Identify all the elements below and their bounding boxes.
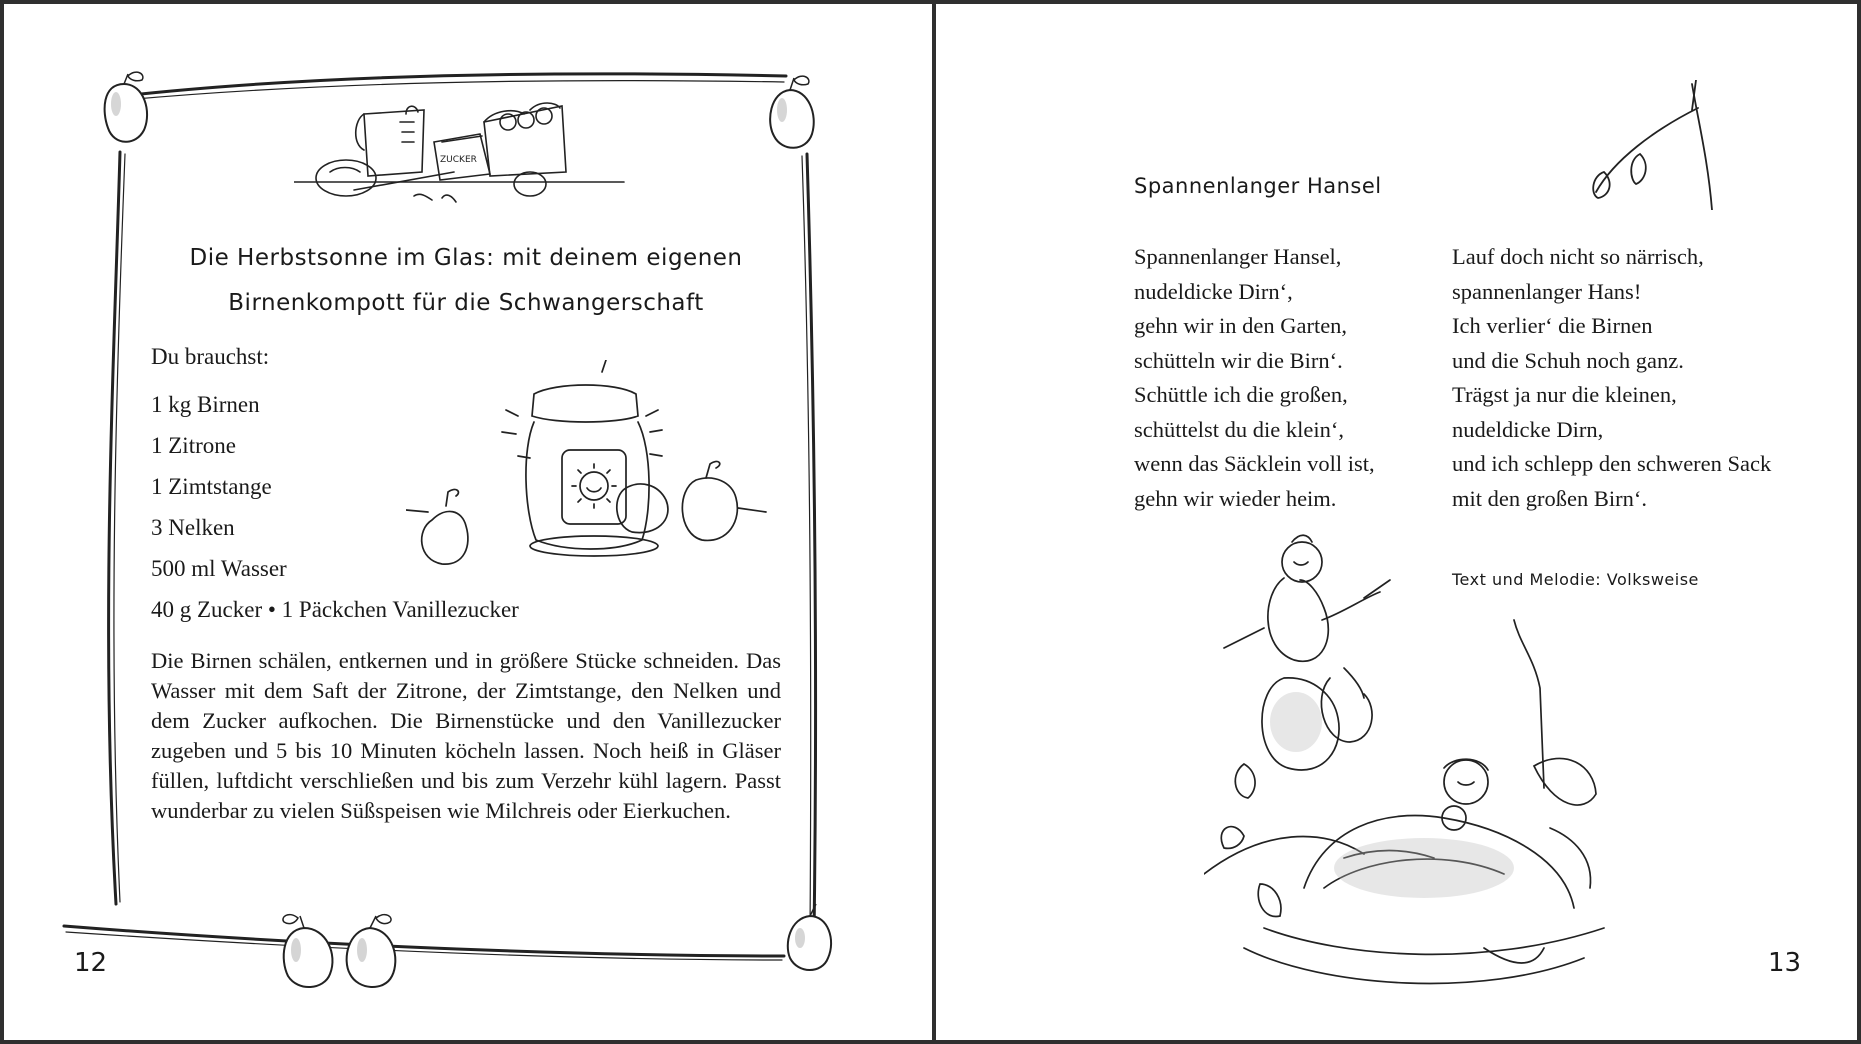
ingredient-item: 1 Zitrone <box>151 433 236 458</box>
page-number: 13 <box>1768 948 1802 978</box>
lyric-line: spannenlanger Hans! <box>1452 278 1642 304</box>
song-credit: Text und Melodie: Volksweise <box>1452 570 1699 589</box>
book-spread <box>4 4 1857 1040</box>
lyric-line: nudeldicke Dirn‘, <box>1134 278 1293 304</box>
kitchen-ingredients-illustration <box>294 100 634 220</box>
left-page <box>4 4 932 1040</box>
lyric-line: schütteln wir die Birn‘. <box>1134 347 1343 373</box>
zucker-label: ZUCKER <box>440 155 477 165</box>
recipe-title-line1: Die Herbstsonne im Glas: mit deinem eigenen <box>189 245 743 271</box>
lyric-line: Schüttle ich die großen, <box>1134 382 1348 407</box>
right-page <box>936 4 1857 1040</box>
recipe-instructions: Die Birnen schälen, entkernen und in größere Stücke schneiden. Das Wasser mit dem Saft der Zitrone, der Zimtstange, den Nelken und dem Zucker aufkochen. Die Birnenstücke und den Vanillezucker zugeben und 5 bis 10 Minuten köcheln lassen. Noch heiß in Gläser füllen, luftdicht verschließen und bis zum Verzehr kühl lagern. Passt wunderbar zu vielen Süßspeisen wie Milchreis oder Eierkuchen. <box>151 648 781 823</box>
lyric-line: und die Schuh noch ganz. <box>1452 347 1684 373</box>
song-title: Spannenlanger Hansel <box>1134 174 1382 198</box>
recipe-title <box>154 236 778 326</box>
lyric-line: schüttelst du die klein‘, <box>1134 416 1344 442</box>
branch-illustration <box>1574 80 1714 210</box>
page-number: 12 <box>74 948 108 978</box>
ingredient-item: 1 Zimtstange <box>151 474 272 499</box>
ingredient-item: 500 ml Wasser <box>151 556 287 581</box>
ingredient-item: 1 kg Birnen <box>151 392 260 417</box>
lyric-line: Spannenlanger Hansel, <box>1134 244 1342 269</box>
ingredient-item: 3 Nelken <box>151 515 235 540</box>
lyric-line: wenn das Säcklein voll ist, <box>1134 451 1375 476</box>
lyric-line: gehn wir in den Garten, <box>1134 313 1348 338</box>
lyric-line: nudeldicke Dirn, <box>1452 416 1604 442</box>
ingredient-item: 40 g Zucker • 1 Päckchen Vanillezucker <box>151 597 519 622</box>
lyric-line: und ich schlepp den schweren Sack <box>1452 451 1772 476</box>
stanza-2 <box>1452 240 1771 516</box>
lyric-line: mit den großen Birn‘. <box>1452 485 1647 511</box>
jar-and-pears-illustration <box>406 360 778 570</box>
recipe-title-line2: Birnenkompott für die Schwangerschaft <box>228 290 704 316</box>
ingredients-heading: Du brauchst: <box>151 344 270 369</box>
pear-child-basket-illustration <box>1204 528 1624 998</box>
lyric-line: Lauf doch nicht so närrisch, <box>1452 244 1704 269</box>
lyric-line: Trägst ja nur die kleinen, <box>1452 382 1677 407</box>
lyric-line: Ich verlier‘ die Birnen <box>1452 313 1653 338</box>
stanza-1 <box>1134 240 1375 516</box>
lyric-line: gehn wir wieder heim. <box>1134 485 1337 511</box>
